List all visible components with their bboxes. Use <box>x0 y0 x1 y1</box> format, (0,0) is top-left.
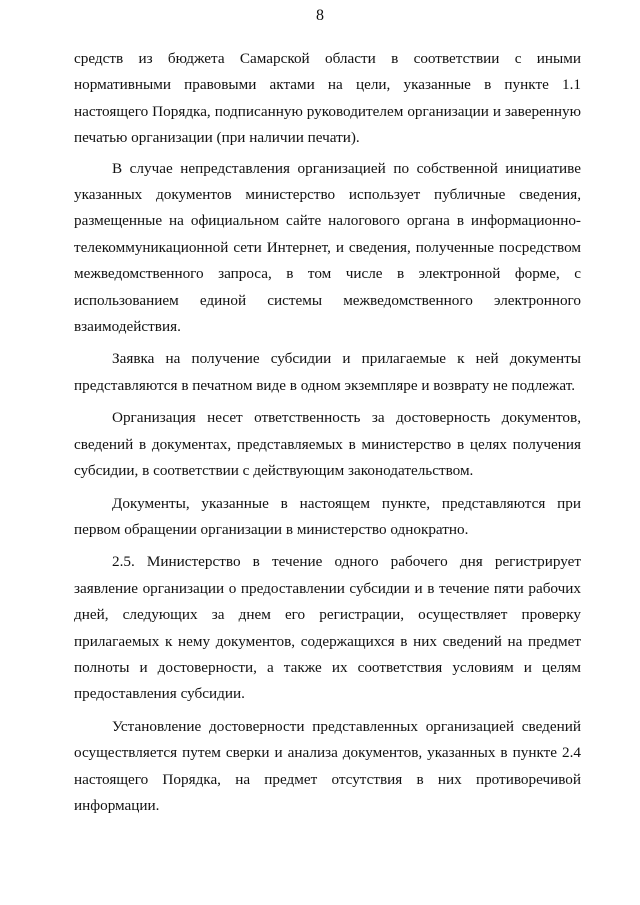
paragraph-clause-2-5: 2.5. Министерство в течение одного рабочего дня регистрирует заявление организации о предоставлении субсидии и в течение пяти рабочих дней, следующих за днем его регистрации, осуществляет проверку прилагаемых к нему документов, содержащихся в них сведений на предмет полноты и достоверности, а также их соответствия условиям и целям предоставления субсидии. <box>74 553 581 703</box>
paragraph-public-info: В случае непредставления организацией по собственной инициативе указанных документов министерство использует публичные сведения, размещенные на официальном сайте налогового органа в информационно-телекоммуникационной сети Интернет, и сведения, полученные посредством межведомственного запроса, в том числе в электронной форме, с использованием единой системы межведомственного электронного взаимодействия. <box>74 159 581 336</box>
paragraph-verification: Установление достоверности представленных организацией сведений осуществляется путем сверки и анализа документов, указанных в пункте 2.4 настоящего Порядка, на предмет отсутствия в них противоречивой информации. <box>74 717 581 814</box>
paragraph-responsibility: Организация несет ответственность за достоверность документов, сведений в документах, представляемых в министерство в целях получения субсидии, в соответствии с действующим законодательством. <box>74 409 581 480</box>
page-number: 8 <box>316 7 324 24</box>
paragraph-application-format: Заявка на получение субсидии и прилагаемые к ней документы представляются в печатном виде в одном экземпляре и возврату не подлежат. <box>74 350 581 394</box>
paragraph-first-submission: Документы, указанные в настоящем пункте, представляются при первом обращении организации в министерство однократно. <box>74 494 581 538</box>
paragraph-continuation: средств из бюджета Самарской области в соответствии с иными нормативными правовыми актами на цели, указанные в пункте 1.1 настоящего Порядка, подписанную руководителем организации и заверенную печатью организации (при наличии печати). <box>74 50 581 147</box>
document-body <box>74 46 581 819</box>
